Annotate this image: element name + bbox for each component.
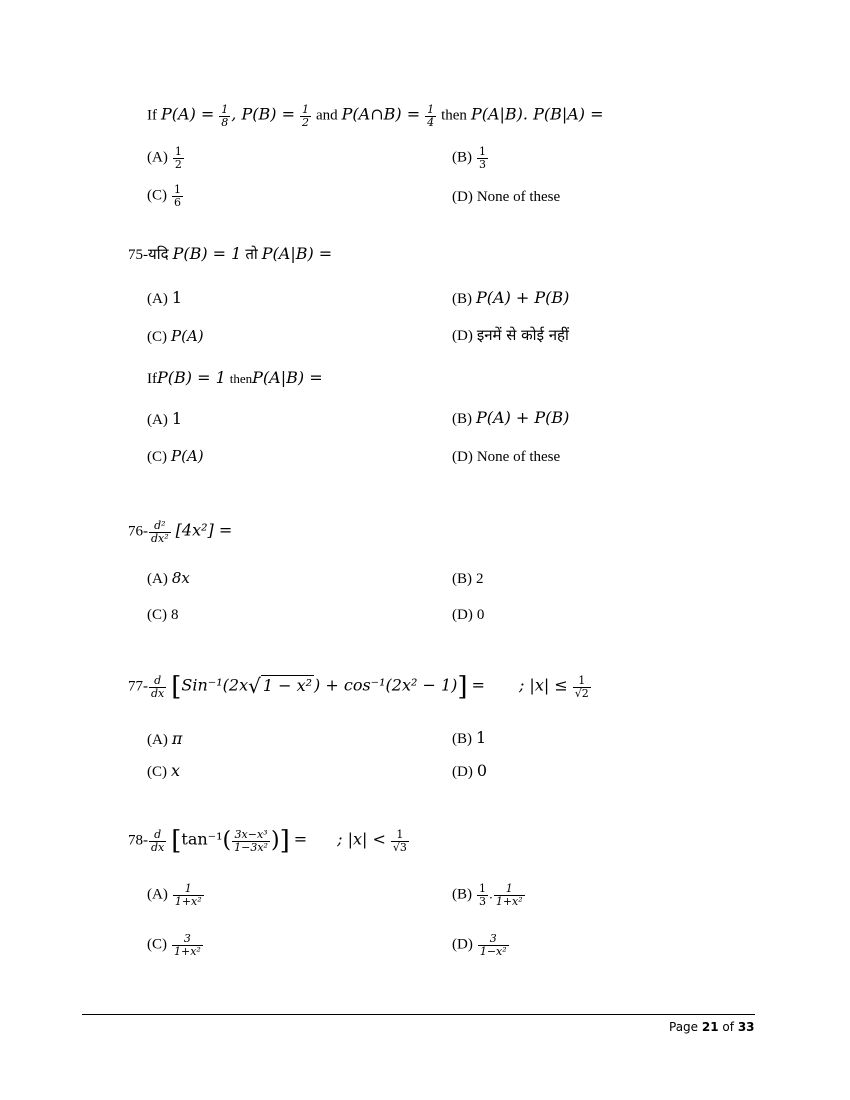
frac-pb: $\frac{1}{2}$ [301,103,309,129]
question-number: 77- [128,678,148,695]
page-footer [669,1020,755,1034]
q77-option-c: (C) x [147,761,181,780]
q76-option-c: (C) 8 [147,607,179,623]
question-number: 78- [128,832,148,849]
q74-option-c: (C) $\frac{1}{6}$ [147,183,181,209]
math-ask: P(A|B) = [252,368,323,387]
math-cond: ; |x| ≤ [518,675,568,695]
frac-pa: $\frac{1}{8}$ [221,103,229,129]
math-pab: P(A∩B) = [341,104,421,124]
q74-en-stem [147,104,604,128]
frac-pab: $\frac{1}{4}$ [427,103,435,129]
q75-stem [128,246,332,263]
math-cond: ; |x| < [337,829,386,849]
math-cond: P(B) = 1 [172,244,242,263]
q75-option-a: (A) 1 [147,288,183,307]
frac-cond: $\frac{1}{√3}$ [392,827,407,854]
text-if: If [147,371,157,387]
q75-option-d: (D) इनमें से कोई नहीं [452,326,569,344]
frac-ddx: $\frac{d}{dx}$ [151,827,165,854]
q75-en-option-a: (A) 1 [147,409,183,428]
q77-option-b: (B) 1 [452,728,487,747]
math-eq: = [471,675,485,695]
q78-option-d: (D) $\frac{3}{\text{1−x²}}$ [452,932,507,958]
of-word: of [722,1020,734,1034]
q76-stem [128,520,232,544]
text-if: If [147,107,157,124]
q77-stem: 77- $\frac{d}{dx}$ [Sin⁻¹(2x√ 1 − x² ) + cos⁻¹(2x² − 1)] = ; |x| ≤ $\frac{1}{√2}$ [128,672,589,702]
q74-option-d: (D) None of these [452,189,561,205]
math-tan: tan⁻¹ [181,829,223,849]
math-expr: [4x²] = [175,520,233,540]
math-ask: P(A|B). P(B|A) = [470,104,604,124]
text-then: then [441,107,467,124]
text-then: then [229,371,253,386]
hindi-then: तो [245,245,258,263]
math-cond: P(B) = 1 [157,368,226,387]
page-current: 21 [701,1020,719,1034]
q75-en-option-c: (C) P(A) [147,447,204,465]
q78-option-a: (A) $\frac{1}{\text{1+x²}}$ [147,882,202,908]
frac-ddx: $\frac{d}{dx}$ [151,673,165,700]
q78-option-b: (B) $\frac{1}{3}$ . $\frac{1}{\text{1+x²}}$ [452,882,523,908]
math-sin: Sin⁻¹(2x [181,675,249,695]
q75-en-stem [147,370,323,387]
question-number: 76- [128,523,148,540]
math-pa: P(A) = [161,104,215,124]
question-number: 75- [128,247,148,263]
q78-stem: 78- $\frac{d}{dx}$ [tan⁻¹( $\frac{\text{3x−x³}}{\text{1−3x²}}$ )] = ; |x| < $\frac{1}{√3}$ [128,826,407,856]
math-eq: = [293,829,308,849]
frac-d2dx2: $\frac{\text{d²}}{\text{dx²}}$ [151,519,169,545]
q77-option-a: (A) π [147,729,183,748]
q74-option-a: (A) $\frac{1}{2}$ [147,145,182,171]
page-word: Page [669,1020,699,1034]
q78-option-c: (C) $\frac{3}{\text{1+x²}}$ [147,932,201,958]
frac-cond: $\frac{1}{√2}$ [574,673,589,700]
text-and: and [315,107,338,124]
q76-option-d: (D) 0 [452,607,485,623]
hindi-if: यदि [148,245,169,263]
page-total: 33 [737,1020,755,1034]
q75-option-c: (C) P(A) [147,327,204,345]
q76-option-b: (B) 2 [452,571,484,587]
math-ask: P(A|B) = [261,244,333,263]
q77-option-d: (D) 0 [452,761,488,780]
frac-inner: $\frac{\text{3x−x³}}{\text{1−3x²}}$ [234,827,268,854]
math-rest: ) + cos⁻¹(2x² − 1) [314,675,458,695]
sqrt: √ 1 − x² [248,674,313,699]
q75-option-b: (B) P(A) + P(B) [452,288,570,307]
q76-option-a: (A) 8x [147,569,190,587]
footer-rule [82,1014,755,1015]
q75-en-option-b: (B) P(A) + P(B) [452,408,570,427]
q75-en-option-d: (D) None of these [452,449,561,465]
math-pb: , P(B) = [231,104,295,124]
q74-option-b: (B) $\frac{1}{3}$ [452,145,486,171]
